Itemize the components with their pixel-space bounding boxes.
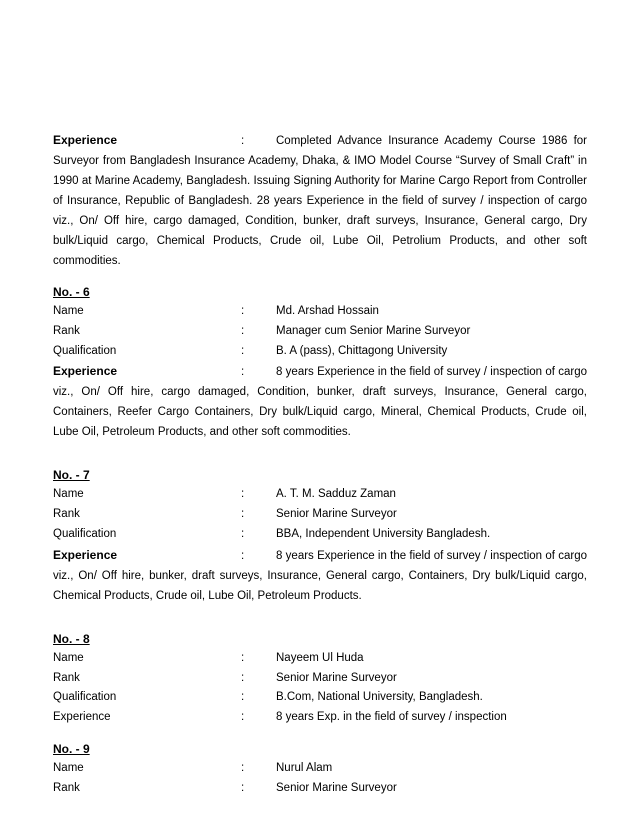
row-colon: : [241,711,245,724]
entry-8-qualification-row [53,688,587,708]
row-key: Name [53,651,84,664]
row-colon: : [241,488,245,501]
document-page [53,130,587,799]
experience-text: 8 years Experience in the field of survey / inspection of cargo viz., On/ Off hire, bunker, draft surveys, Insurance, General cargo, Containers, Dry bulk/Liquid cargo, Chemical Products, Crude oil, Lube Oil, Petroleum Products. [53,549,587,602]
entry-6-name-row [53,302,587,322]
entry-heading-8: No. - 8 [53,631,90,646]
row-value: Senior Marine Surveyor [276,781,397,794]
experience-text: 8 years Experience in the field of survey / inspection of cargo viz., On/ Off hire, cargo damaged, Condition, bunker, draft surveys, Insurance, General cargo, Containers, Reefer Cargo Containers, Dry bulk/Liquid cargo, Mineral, Chemical Products, Crude oil, Lube Oil, Petroleum Products, and other soft commodities. [53,366,587,439]
entry-6-experience [53,361,587,442]
row-value: Nayeem Ul Huda [276,651,364,664]
entry-heading-6: No. - 6 [53,285,90,299]
experience-label: Experience [53,364,118,379]
entry-heading-7: No. - 7 [53,468,90,483]
intro-colon: : [241,135,245,147]
row-key: Rank [53,781,80,794]
entry-9-rank-row [53,779,587,799]
row-value: Senior Marine Surveyor [276,671,397,684]
entry-8-rank-row [53,669,587,689]
entry-6-rank-row [53,322,587,342]
row-value: B. A (pass), Chittagong University [276,344,448,357]
intro-experience [53,130,587,271]
row-colon: : [241,691,245,704]
row-value: A. T. M. Sadduz Zaman [276,488,396,501]
experience-label: Experience [53,547,118,562]
entry-heading-9: No. - 9 [53,741,90,756]
row-value: Senior Marine Surveyor [276,508,397,521]
entry-8-experience-row [53,708,587,728]
row-value: Manager cum Senior Marine Surveyor [276,324,471,337]
intro-experience-text: Completed Advance Insurance Academy Course 1986 for Surveyor from Bangladesh Insurance Academy, Dhaka, & IMO Model Course “Survey of Small Craft” in 1990 at Marine Academy, Bangladesh. Issuing Signing Authority for Marine Cargo Report from Controller of Insurance, Republic of Bangladesh. 28 years Experience in the field of survey / inspection of cargo viz., On/ Off hire, cargo damaged, Condition, bunker, draft surveys, Insurance, General cargo, Dry bulk/Liquid cargo, Chemical Products, Crude oil, Lube Oil, Petrolium Products, and other soft commodities. [53,135,587,267]
row-colon: : [241,781,245,794]
entry-8-name-row [53,649,587,669]
row-key: Qualification [53,344,117,357]
row-value: B.Com, National University, Bangladesh. [276,691,483,704]
row-colon: : [241,651,245,664]
row-colon: : [241,508,245,521]
entry-7-qualification-row [53,525,587,545]
entry-9-name-row [53,759,587,779]
row-colon: : [241,671,245,684]
entry-7-name-row [53,485,587,505]
row-key: Qualification [53,691,117,704]
row-colon: : [241,324,245,337]
row-colon: : [241,527,245,540]
row-value: BBA, Independent University Bangladesh. [276,527,491,540]
row-colon: : [241,305,245,317]
row-value: 8 years Exp. in the field of survey / inspection [276,711,507,724]
row-key: Name [53,761,84,774]
row-key: Qualification [53,527,117,540]
row-colon: : [241,761,245,774]
row-key: Rank [53,671,80,684]
entry-6-qualification-row [53,342,587,362]
row-value: Nurul Alam [276,761,333,774]
row-key: Experience [53,711,111,724]
entry-7-rank-row [53,505,587,525]
row-key: Rank [53,324,80,337]
experience-colon: : [241,549,245,562]
intro-experience-label: Experience [53,133,118,147]
row-value: Md. Arshad Hossain [276,305,379,317]
row-key: Name [53,488,84,501]
row-colon: : [241,344,245,357]
entry-7-experience [53,545,587,606]
row-key: Name [53,305,84,317]
experience-colon: : [241,366,245,379]
row-key: Rank [53,508,80,521]
